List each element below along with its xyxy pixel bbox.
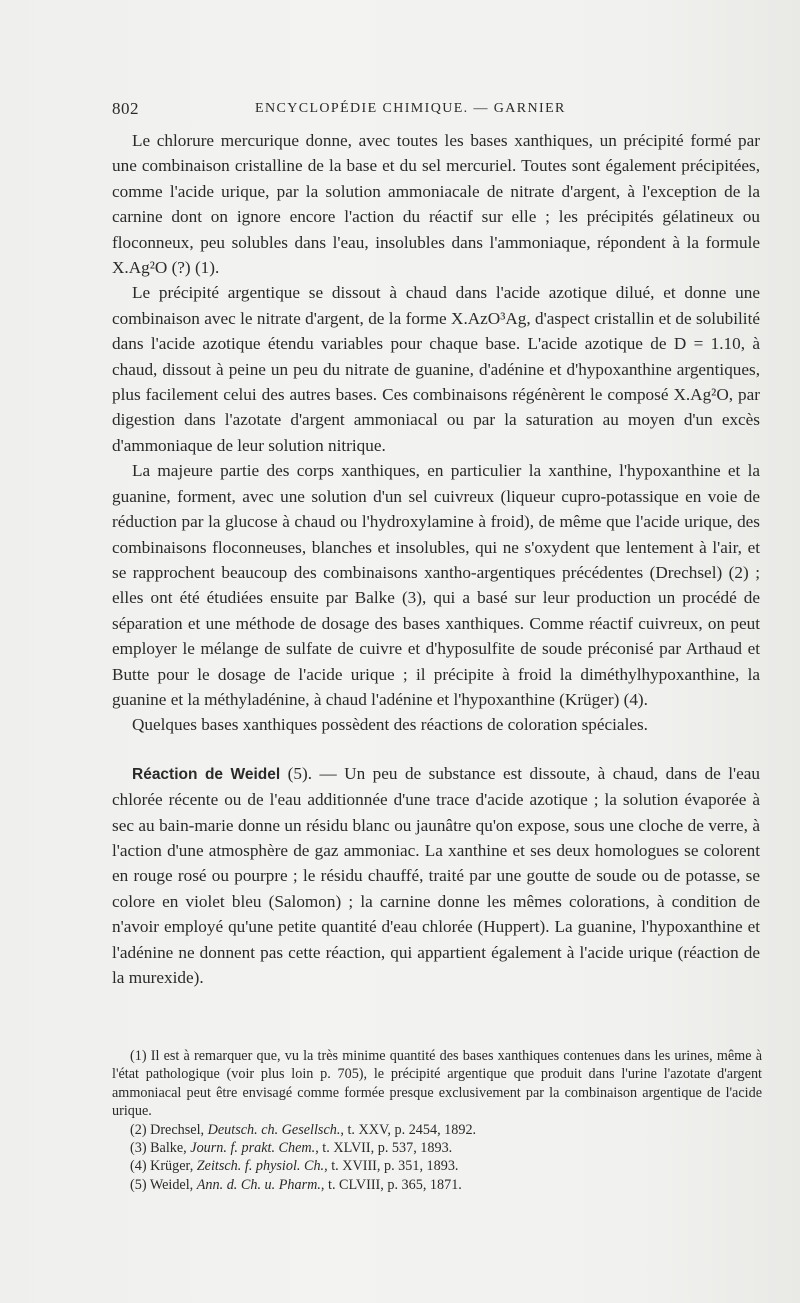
section-heading-weidel: Réaction de Weidel [132,765,281,783]
footnote-2-ref: , t. XXV, p. 2454, 1892. [340,1121,477,1138]
footnote-2-source: Deutsch. ch. Gesellsch. [207,1121,341,1138]
footnote-5-author: (5) Weidel, [130,1176,197,1193]
weidel-text: (5). — Un peu de substance est dissoute, à chaud, dans de l'eau chlorée récente ou de l'eau additionnée d'une trace d'acide azotique ; la solution évaporée à sec au bain-marie donne un résidu blanc ou jaunâtre qu'on expose, sous une cloche de verre, à l'action d'une atmosphère de gaz ammoniac. La xanthine et ses deux homologues se colorent en rouge rosé ou pourpre ; le résidu chauffé, traité par une goutte de soude ou de potasse, se colore en violet bleu (Salomon) ; la carnine donne les mêmes colorations, à condition de n'avoir employé qu'une petite quantité d'eau chlorée (Huppert). La guanine, l'hypoxanthine et l'adénine ne donnent pas cette réaction, qui appartient également à l'acide urique (réaction de la murexide). [112,763,760,987]
paragraph-color-reactions: Quelques bases xanthiques possèdent des réactions de coloration spéciales. [132,715,648,735]
footnotes [112,1047,762,1194]
footnote-5-source: Ann. d. Ch. u. Pharm. [196,1176,321,1193]
footnote-5-ref: , t. CLVIII, p. 365, 1871. [320,1176,462,1193]
footnote-3-ref: , t. XLVII, p. 537, 1893. [315,1140,453,1157]
main-text [112,128,760,990]
page-number: 802 [112,99,139,118]
running-title: ENCYCLOPÉDIE CHIMIQUE. — GARNIER [255,101,566,116]
paragraph-weidel-reaction [112,761,760,991]
footnote-1: (1) Il est à remarquer que, vu la très minime quantité des bases xanthiques contenues dans les urines, même à l'état pathologique (voir plus loin p. 705), le précipité argentique que produit dans l'urine l'azotate d'argent ammoniacal peut être envisagé comme formée presque exclusivement par la combinaison argentique de l'acide urique. [112,1048,762,1120]
paragraph-cuprous-compounds: La majeure partie des corps xanthiques, en particulier la xanthine, l'hypoxanthine et la guanine, forment, avec une solution d'un sel cuivreux (liqueur cupro-potassique en voie de réduction par la glucose à chaud ou l'hydroxylamine à froid), de même que l'acide urique, des combinaisons floconneuses, blanches et insolubles, qui ne s'oxydent que lentement à l'air, et se rapprochent beaucoup des combinaisons xantho-argentiques précédentes (Drechsel) (2) ; elles ont été étudiées ensuite par Balke (3), qui a basé sur leur production un procédé de séparation et une méthode de dosage des bases xanthiques. Comme réactif cuivreux, on peut employer le mélange de sulfate de cuivre et d'hyposulfite de soude préconisé par Arthaud et Butte pour le dosage de l'acide urique ; il précipite à froid la diméthylhypoxanthine, la guanine et la méthyladénine, à chaud l'adénine et l'hypoxanthine (Krüger) (4). [112,461,760,709]
footnote-4 [112,1157,762,1175]
paragraph-silver-precipitate: Le précipité argentique se dissout à chaud dans l'acide azotique dilué, et donne une combinaison avec le nitrate d'argent, de la forme X.AzO³Ag, d'aspect cristallin et de solubilité dans l'acide azotique étendu variables pour chaque base. L'acide azotique de D = 1.10, à chaud, dissout à peine un peu du nitrate de guanine, d'adénine et d'hypoxanthine argentiques, plus facilement celui des autres bases. Ces combinaisons régénèrent le composé X.Ag²O, par digestion dans l'azotate d'argent ammoniacal ou par la saturation au moyen d'un excès d'ammoniaque de leur solution nitrique. [112,283,760,455]
footnote-2-author: (2) Drechsel, [130,1121,208,1138]
footnote-4-source: Zeitsch. f. physiol. Ch. [196,1158,325,1175]
footnote-3 [112,1139,762,1157]
footnote-4-ref: , t. XVIII, p. 351, 1893. [324,1158,459,1175]
footnote-3-author: (3) Balke, [130,1140,191,1157]
paragraph-mercuric-chloride: Le chlorure mercurique donne, avec toutes les bases xanthiques, un précipité formé par une combinaison cristalline de la base et du sel mercuriel. Toutes sont également précipitées, comme l'acide urique, par la solution ammoniacale de nitrate d'argent, à l'exception de la carnine dont on ignore encore l'action du réactif sur elle ; les précipités gélatineux ou floconneux, peu solubles dans l'eau, insolubles dans l'ammoniaque, répondent à la formule X.Ag²O (?) (1). [112,131,760,278]
footnote-4-author: (4) Krüger, [130,1158,197,1175]
footnote-5 [112,1176,762,1194]
footnote-3-source: Journ. f. prakt. Chem. [190,1140,316,1157]
footnote-2 [112,1121,762,1139]
